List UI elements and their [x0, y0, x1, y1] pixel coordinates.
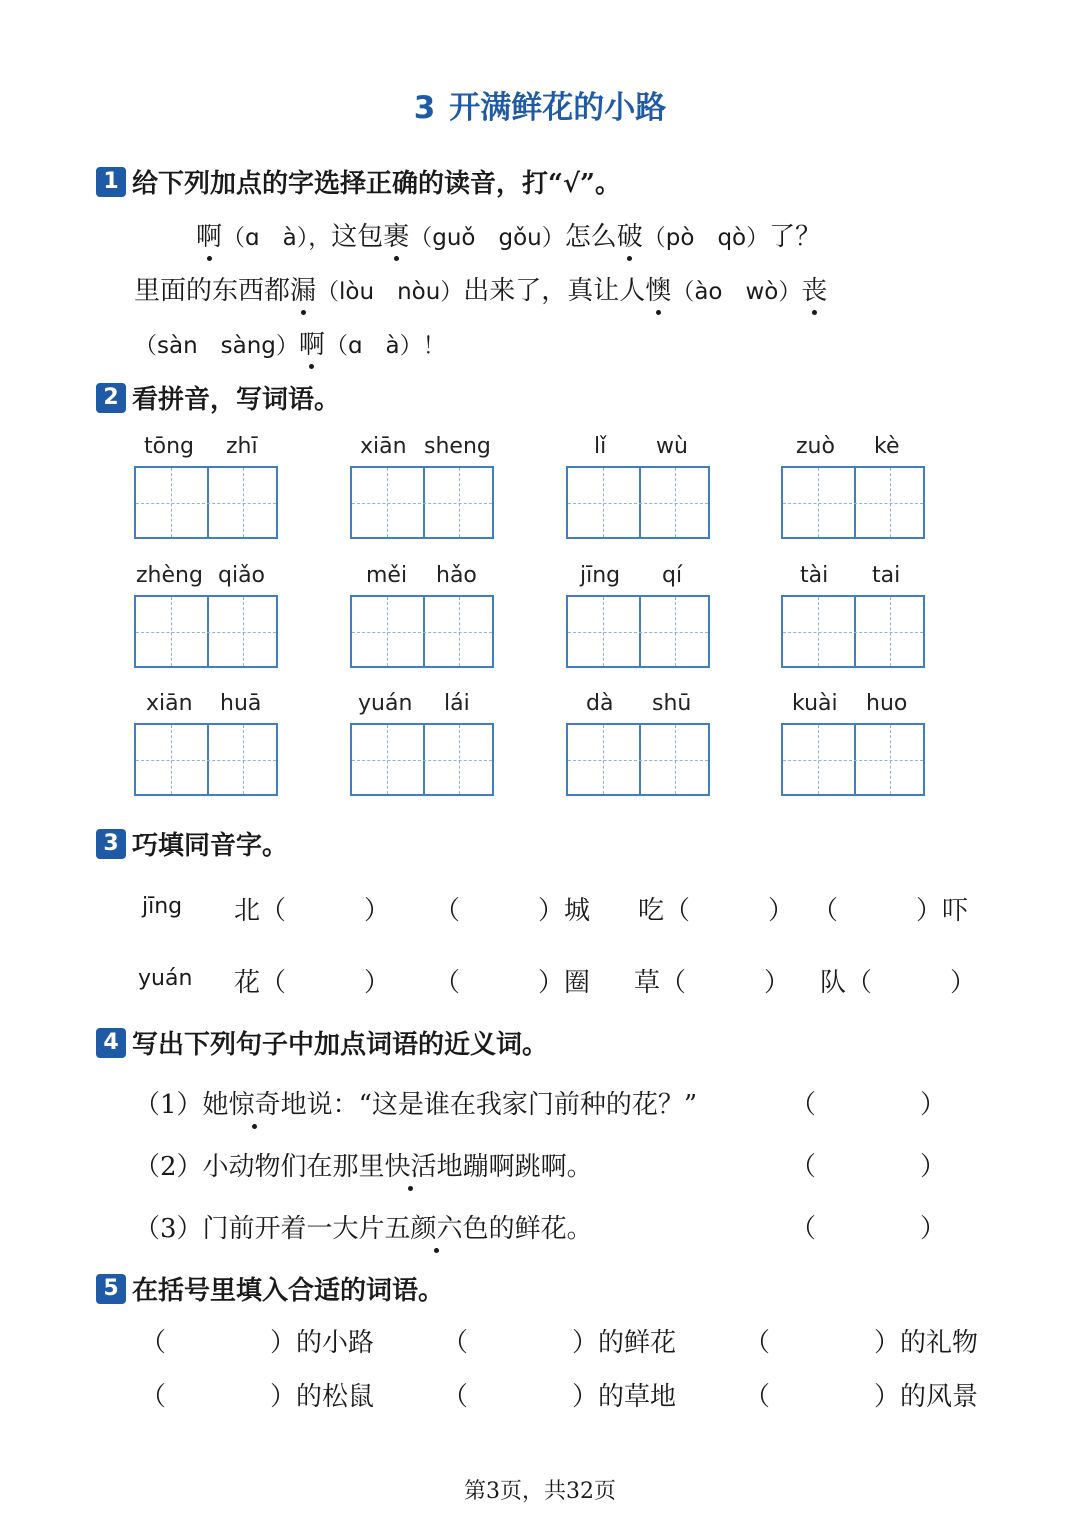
dotted-char: 啊: [196, 216, 222, 253]
pinyin-options[interactable]: （sàn sàng）: [134, 333, 299, 359]
text: 怎么: [564, 222, 617, 252]
q5-heading: [96, 1270, 444, 1307]
writing-grid[interactable]: [781, 595, 925, 668]
q5-badge: 5: [96, 1274, 126, 1304]
writing-grid[interactable]: [350, 595, 494, 668]
fill-blank[interactable]: 队（ ）: [820, 968, 977, 998]
pinyin-options[interactable]: （lòu nòu）: [316, 279, 464, 305]
writing-grid[interactable]: [781, 723, 925, 796]
pinyin-label: shū: [652, 691, 692, 716]
pinyin-label: lái: [444, 691, 470, 716]
dotted-char: 漏: [290, 270, 316, 307]
fill-blank[interactable]: 花（ ）: [234, 968, 391, 998]
pinyin-label: tài: [800, 563, 829, 588]
fill-blank[interactable]: （ ）城: [434, 896, 591, 926]
dotted-char: 懊: [645, 270, 671, 307]
writing-grid[interactable]: [566, 466, 710, 539]
pinyin-options[interactable]: （pò qò）: [642, 225, 770, 251]
q1-heading: [96, 163, 621, 200]
fill-phrase[interactable]: （ ）的风景: [744, 1382, 979, 1412]
pinyin-options[interactable]: （ào wò）: [671, 279, 802, 305]
q1-line-2: [134, 270, 827, 307]
q3-heading: [96, 825, 288, 862]
q3-badge: 3: [96, 829, 126, 859]
answer-blank[interactable]: （ ）: [790, 1090, 947, 1120]
pinyin-label: zhèng: [136, 563, 203, 588]
writing-grid[interactable]: [134, 466, 278, 539]
pinyin-label: qí: [662, 563, 683, 588]
fill-phrase[interactable]: （ ）的草地: [442, 1382, 677, 1412]
fill-blank[interactable]: （ ）圈: [434, 968, 591, 998]
q2-instruction: 看拼音，写词语。: [132, 385, 341, 415]
dotted-word: 惊奇: [229, 1084, 281, 1121]
pinyin-label: kuài: [792, 691, 838, 716]
pinyin-label: xiān: [146, 691, 193, 716]
writing-grid[interactable]: [566, 595, 710, 668]
answer-blank[interactable]: （ ）: [790, 1214, 947, 1244]
pinyin-options[interactable]: （ɑ à），: [222, 225, 332, 251]
q1-line-3: [134, 324, 446, 361]
text: 了？: [769, 222, 822, 252]
q3-pinyin-1: jīng: [142, 894, 183, 919]
pinyin-label: měi: [366, 563, 408, 588]
pinyin-label: sheng: [424, 434, 491, 459]
q3-pinyin-2: yuán: [138, 966, 193, 991]
pinyin-label: tai: [872, 563, 901, 588]
pinyin-options[interactable]: （guǒ gǒu）: [409, 225, 565, 251]
pinyin-label: yuán: [358, 691, 413, 716]
q1-badge: 1: [96, 167, 126, 197]
pinyin-label: wù: [656, 434, 688, 459]
pinyin-label: zuò: [796, 434, 835, 459]
q5-instruction: 在括号里填入合适的词语。: [132, 1276, 445, 1306]
text: 这包: [331, 222, 384, 252]
pinyin-label: qiǎo: [218, 563, 266, 588]
q1-line-1: [196, 216, 821, 253]
pinyin-label: tōng: [144, 434, 194, 459]
dotted-char: 裹: [383, 216, 409, 253]
dotted-char: 啊: [299, 324, 325, 361]
dotted-word: 五颜六色: [385, 1208, 489, 1245]
pinyin-label: hǎo: [436, 563, 477, 588]
writing-grid[interactable]: [781, 466, 925, 539]
fill-phrase[interactable]: （ ）的松鼠: [140, 1382, 375, 1412]
writing-grid[interactable]: [134, 595, 278, 668]
q4-sentence-3: （3）门前开着一大片五颜六色的鲜花。: [134, 1208, 593, 1245]
text: 里面的东西都: [134, 276, 291, 306]
lesson-title: 开满鲜花的小路: [449, 90, 667, 126]
pinyin-label: lǐ: [594, 434, 607, 459]
fill-blank[interactable]: 北（ ）: [234, 896, 391, 926]
dotted-word: 快活: [385, 1146, 437, 1183]
q4-badge: 4: [96, 1028, 126, 1058]
writing-grid[interactable]: [350, 466, 494, 539]
fill-phrase[interactable]: （ ）的小路: [140, 1328, 375, 1358]
q1-instruction: 给下列加点的字选择正确的读音，打“√”。: [132, 169, 621, 199]
q4-instruction: 写出下列句子中加点词语的近义词。: [132, 1030, 549, 1060]
fill-blank[interactable]: 吃（ ）: [638, 896, 795, 926]
pinyin-label: kè: [874, 434, 900, 459]
fill-blank[interactable]: 草（ ）: [634, 968, 791, 998]
q4-sentence-1: （1）她惊奇地说：“这是谁在我家门前种的花？”: [134, 1084, 697, 1121]
pinyin-label: xiān: [360, 434, 407, 459]
pinyin-label: huo: [866, 691, 908, 716]
q4-heading: [96, 1024, 548, 1061]
dotted-char: 丧: [801, 270, 827, 307]
writing-grid[interactable]: [566, 723, 710, 796]
page-footer: 第3页，共32页: [464, 1479, 616, 1504]
q2-heading: [96, 379, 340, 416]
dotted-char: 破: [617, 216, 643, 253]
pinyin-label: zhī: [226, 434, 258, 459]
writing-grid[interactable]: [350, 723, 494, 796]
writing-grid[interactable]: [134, 723, 278, 796]
answer-blank[interactable]: （ ）: [790, 1152, 947, 1182]
fill-phrase[interactable]: （ ）的礼物: [744, 1328, 979, 1358]
fill-phrase[interactable]: （ ）的鲜花: [442, 1328, 677, 1358]
fill-blank[interactable]: （ ）吓: [812, 896, 969, 926]
pinyin-label: jīng: [580, 563, 621, 588]
pinyin-label: huā: [220, 691, 262, 716]
text: 出来了，真让人: [463, 276, 646, 306]
page-title: [0, 82, 1080, 127]
lesson-number: 3: [413, 90, 436, 126]
q3-instruction: 巧填同音字。: [132, 831, 289, 861]
pinyin-options[interactable]: （ɑ à）！: [324, 333, 446, 359]
pinyin-label: dà: [586, 691, 614, 716]
q4-sentence-2: （2）小动物们在那里快活地蹦啊跳啊。: [134, 1146, 593, 1183]
q2-badge: 2: [96, 383, 126, 413]
